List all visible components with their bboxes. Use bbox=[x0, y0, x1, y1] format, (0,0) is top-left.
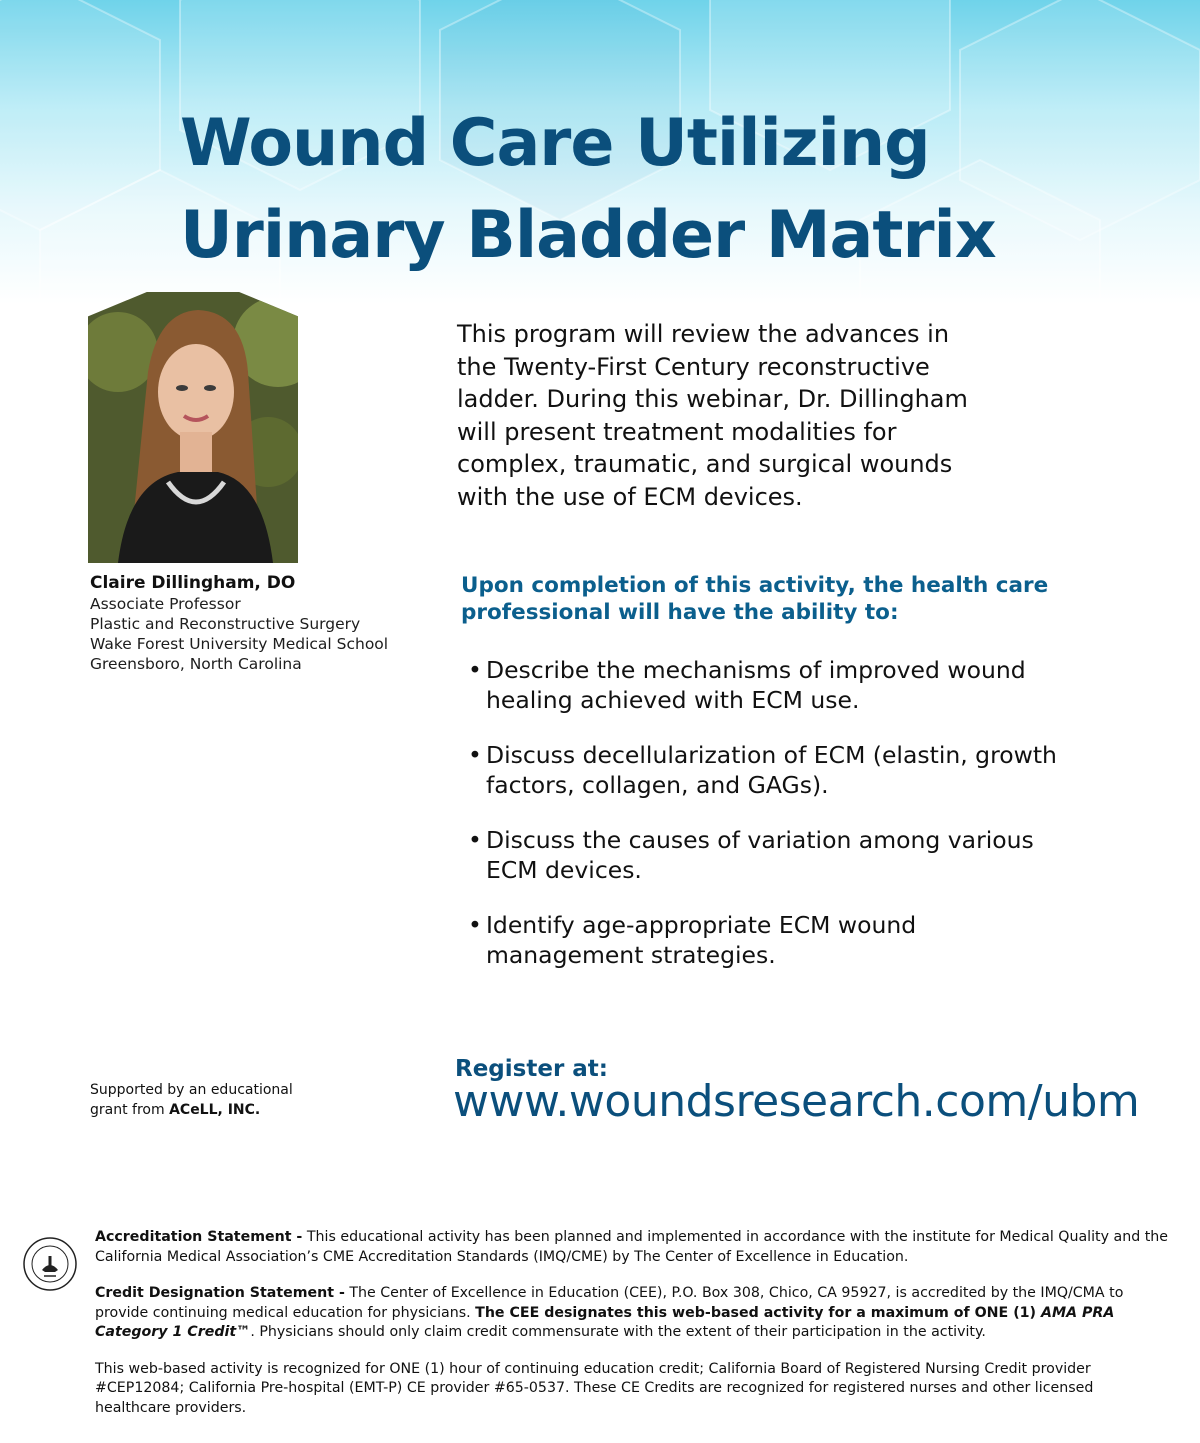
register-link[interactable]: www.woundsresearch.com/ubm bbox=[453, 1076, 1140, 1127]
page-title bbox=[180, 98, 1160, 282]
title-line-1: Wound Care Utilizing bbox=[180, 106, 930, 181]
objective-text: Discuss the causes of variation among various bbox=[486, 826, 1034, 854]
objective-text: factors, collagen, and GAGs). bbox=[486, 771, 829, 799]
speaker-photo bbox=[88, 292, 298, 563]
program-description bbox=[457, 318, 1057, 513]
speaker-portrait-icon bbox=[88, 292, 298, 563]
credit-text-2: . Physicians should only claim credit commensurate with the extent of their participation in the activity. bbox=[250, 1324, 986, 1340]
sponsor-name: ACeLL, INC. bbox=[169, 1102, 261, 1118]
accreditation-text: This educational activity has been planned and implemented in accordance with the institute for Medical Quality and the California Medical Association’s CME Accreditation Standards (IMQ/CME) by The Center of Excellence in Education. bbox=[95, 1229, 1168, 1265]
credit-label: Credit Designation Statement - bbox=[95, 1285, 345, 1301]
cme-accreditation-seal-icon bbox=[22, 1236, 78, 1292]
list-item bbox=[466, 740, 1106, 800]
list-item bbox=[466, 825, 1106, 885]
fine-print bbox=[95, 1228, 1170, 1435]
register-label: Register at: bbox=[455, 1056, 609, 1082]
description-line: the Twenty-First Century reconstructive bbox=[457, 352, 930, 381]
objective-text: management strategies. bbox=[486, 941, 776, 969]
bullet-icon: • bbox=[468, 826, 482, 854]
speaker-institution: Wake Forest University Medical School bbox=[90, 635, 389, 653]
accreditation-statement bbox=[95, 1228, 1170, 1267]
description-line: complex, traumatic, and surgical wounds bbox=[457, 450, 953, 478]
description-line: This program will review the advances in bbox=[457, 320, 950, 348]
support-line-2 bbox=[90, 1100, 390, 1120]
description-line: with the use of ECM devices. bbox=[457, 482, 803, 511]
bullet-icon: • bbox=[468, 656, 482, 684]
speaker-info bbox=[90, 572, 450, 674]
support-statement bbox=[90, 1080, 390, 1120]
objectives-heading bbox=[461, 572, 1101, 626]
objective-text: Discuss decellularization of ECM (elastin, growth bbox=[486, 741, 1057, 769]
support-line-1: Supported by an educational bbox=[90, 1082, 293, 1098]
objectives-list bbox=[466, 655, 1106, 995]
description-line: will present treatment modalities for bbox=[457, 417, 897, 446]
title-line-2: Urinary Bladder Matrix bbox=[180, 198, 996, 273]
credit-bold: The CEE designates this web-based activity for a maximum of ONE (1) bbox=[475, 1304, 1041, 1321]
bullet-icon: • bbox=[468, 911, 482, 939]
credit-italic: AMA PRA Category 1 Credit bbox=[95, 1304, 1115, 1340]
credit-designation-statement bbox=[95, 1284, 1170, 1343]
credit-tm: ™ bbox=[236, 1324, 251, 1340]
speaker-location: Greensboro, North Carolina bbox=[90, 655, 302, 673]
objective-text: ECM devices. bbox=[486, 856, 642, 884]
objective-text: Describe the mechanisms of improved wound bbox=[486, 656, 1026, 684]
speaker-title: Associate Professor bbox=[90, 595, 241, 613]
list-item bbox=[466, 910, 1106, 970]
accreditation-label: Accreditation Statement - bbox=[95, 1229, 303, 1245]
speaker-department: Plastic and Reconstructive Surgery bbox=[90, 615, 361, 633]
list-item bbox=[466, 655, 1106, 715]
recognition-statement: This web-based activity is recognized for ONE (1) hour of continuing education credit; California Board of Registered Nursing Credit provider #CEP12084; California Pre-hospital (EMT-P) CE provider #65-0537. These CE Credits are recognized for registered nurses and other licensed healthcare providers. bbox=[95, 1360, 1094, 1416]
bullet-icon: • bbox=[468, 741, 482, 769]
credit-text-1: The Center of Excellence in Education (CEE), P.O. Box 308, Chico, CA 95927, is accredited by the IMQ/CMA to provide continuing medical education for physicians. bbox=[95, 1285, 1124, 1321]
objective-text: healing achieved with ECM use. bbox=[486, 686, 860, 714]
objectives-heading-line-2: professional will have the ability to: bbox=[461, 600, 899, 625]
description-line: ladder. During this webinar, Dr. Dillingham bbox=[457, 385, 968, 413]
speaker-name: Claire Dillingham, DO bbox=[90, 573, 296, 593]
seal-graphic bbox=[22, 1236, 78, 1292]
objectives-heading-line-1: Upon completion of this activity, the health care bbox=[461, 573, 1049, 598]
objective-text: Identify age-appropriate ECM wound bbox=[486, 911, 917, 939]
support-prefix: grant from bbox=[90, 1102, 170, 1118]
